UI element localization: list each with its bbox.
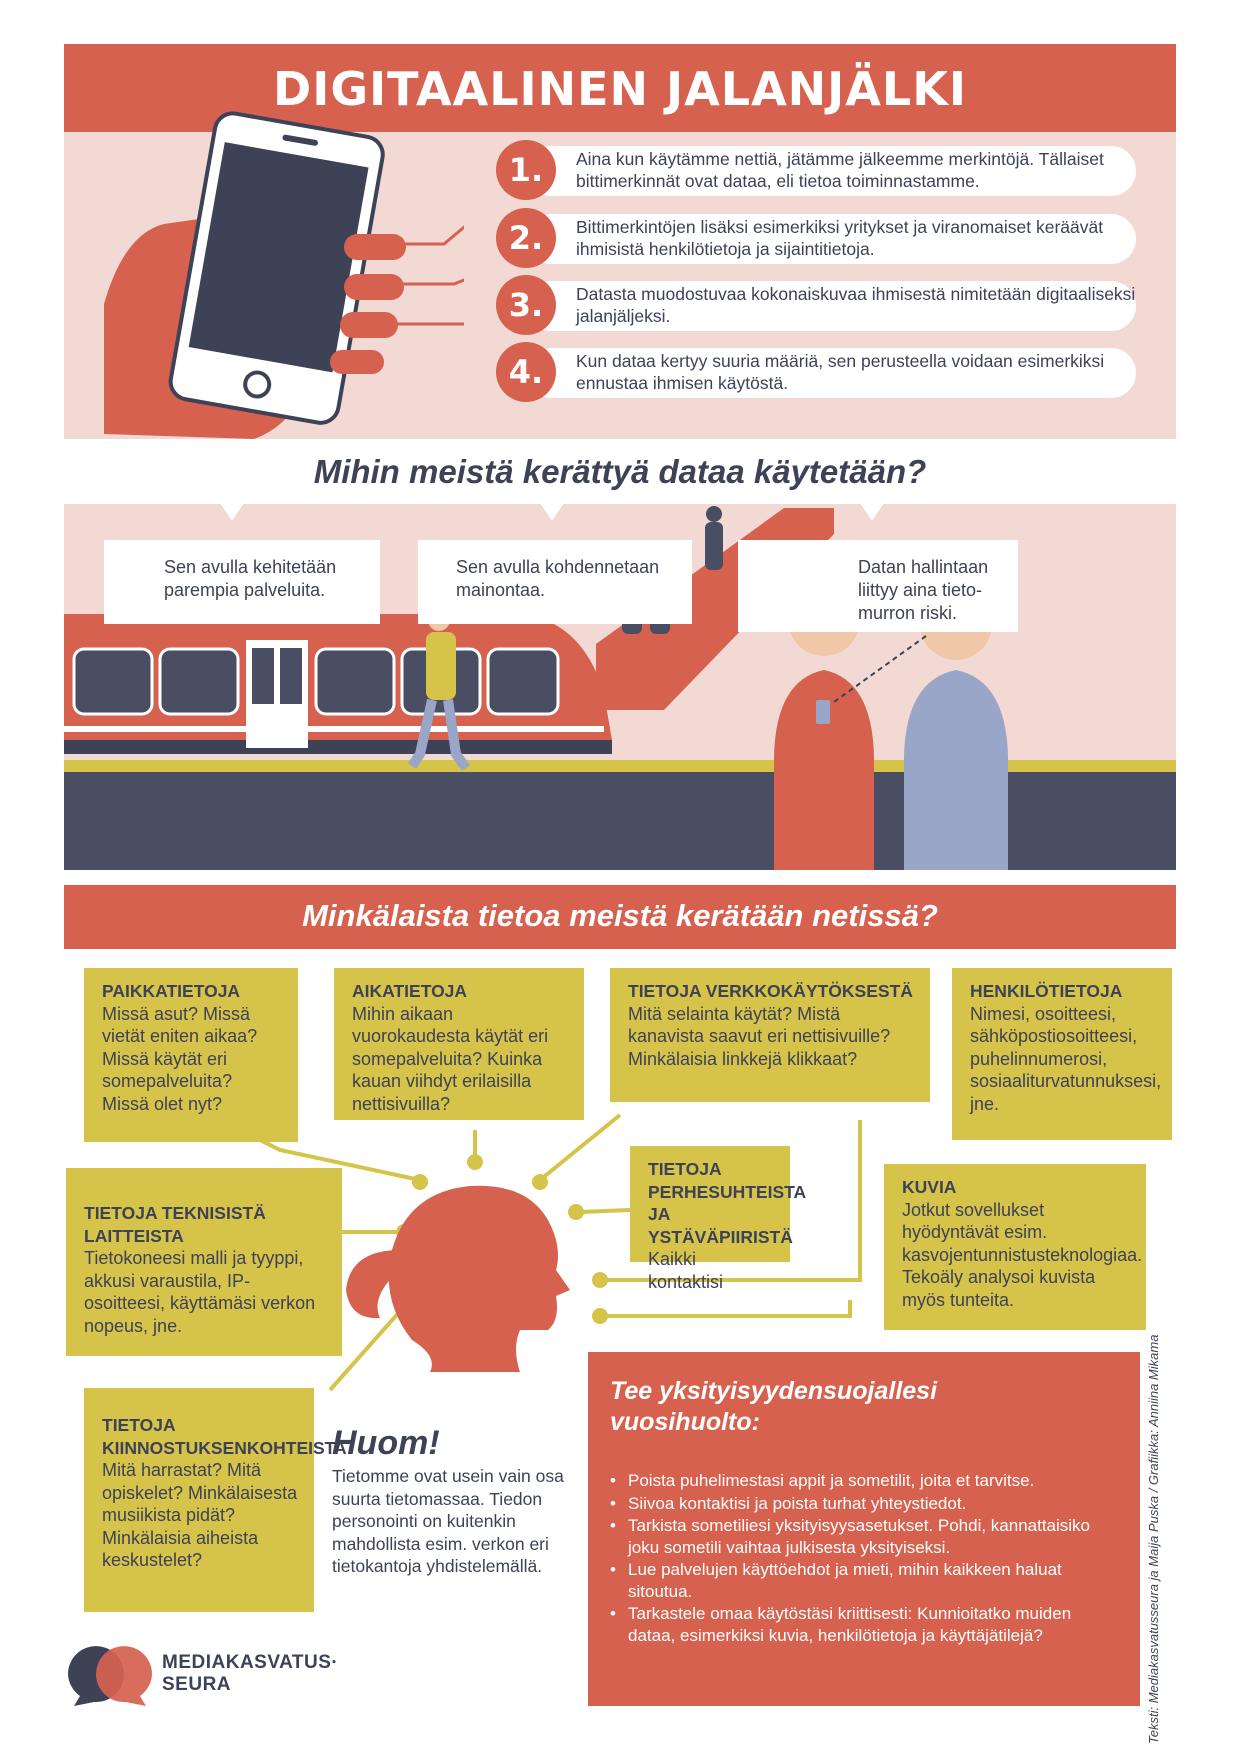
- info-box-body: Mitä selainta käytät? Mistä kanavista saavut eri nettisivuille? Minkälaisia linkkejä klikkaat?: [628, 1003, 891, 1069]
- step-number: 3.: [496, 275, 556, 335]
- info-box-body: Missä asut? Missä vietät eniten aikaa? Missä käytät eri somepalveluita? Missä olet nyt?: [102, 1003, 258, 1114]
- logo-wordmark: [162, 1652, 338, 1696]
- maintenance-list: [610, 1470, 1120, 1647]
- logo-mark-icon: [64, 1640, 156, 1710]
- step-text: Aina kun käytämme nettiä, jätämme jälkeemme merkintöjä. Tällaiset bittimerkinnät ovat dataa, eli tietoa toiminnastamme.: [576, 149, 1104, 191]
- logo: [64, 1640, 384, 1710]
- list-item: • Lue palvelujen käyttöehdot ja mieti, mihin kaikkeen haluat sitoutua.: [610, 1559, 1120, 1602]
- section-heading-data-use: Mihin meistä kerättyä dataa käytetään?: [313, 453, 927, 490]
- step-number: 1.: [496, 140, 556, 200]
- info-box-body: Tietokoneesi malli ja tyyppi, akkusi varaustila, IP-osoitteesi, käyttämäsi verkon nopeus, jne.: [84, 1248, 316, 1336]
- info-box-heading: KUVIA: [902, 1177, 957, 1197]
- info-box-heading: AIKATIETOJA: [352, 981, 468, 1001]
- info-box-images: [884, 1164, 1146, 1330]
- info-box-heading: TIETOJA PERHESUHTEISTA JA YSTÄVÄPIIRISTÄ: [648, 1159, 806, 1247]
- info-box-web-behavior: [610, 968, 930, 1102]
- page-title: DIGITAALINEN JALANJÄLKI: [273, 62, 967, 116]
- list-item: • Siivoa kontaktisi ja poista turhat yhteystiedot.: [610, 1493, 1120, 1515]
- step-text: Datasta muodostuvaa kokonaiskuvaa ihmisestä nimitetään digitaaliseksi jalanjäljeksi.: [576, 284, 1136, 326]
- info-box-heading: HENKILÖTIETOJA: [970, 981, 1123, 1001]
- info-box-location: [84, 968, 298, 1142]
- info-box-body: Kaikki kontaktisi: [648, 1249, 724, 1292]
- note-body: Tietomme ovat usein vain osa suurta tietomassaa. Tiedon personointi on kuitenkin mahdollista esim. verkon eri tietokantoja yhdistelemällä.: [332, 1466, 564, 1576]
- info-box-body: Mitä harrastat? Mitä opiskelet? Minkälaisesta musiikista pidät? Minkälaisia aiheista keskustelet?: [102, 1460, 298, 1570]
- privacy-maintenance-box: [588, 1352, 1140, 1706]
- info-box-heading: TIETOJA KIINNOSTUKSENKOHTEISTA: [102, 1415, 347, 1458]
- info-box-technical: [66, 1168, 342, 1356]
- info-box-family: [630, 1146, 806, 1292]
- step-number: 4.: [496, 342, 556, 402]
- maintenance-title: Tee yksityisyydensuojallesi vuosihuolto:: [610, 1377, 938, 1436]
- info-box-interests: [84, 1388, 347, 1612]
- step-text: Bittimerkintöjen lisäksi esimerkiksi yritykset ja viranomaiset keräävät ihmisistä henkilötietoja ja sijaintitietoja.: [576, 217, 1104, 259]
- step-text: Kun dataa kertyy suuria määriä, sen perusteella voidaan esimerkiksi ennustaa ihmisen käytöstä.: [576, 351, 1105, 393]
- info-box-time: [334, 968, 584, 1120]
- logo-line-1: MEDIAKASVATUS·: [162, 1652, 339, 1673]
- info-box-heading: TIETOJA VERKKOKÄYTÖKSESTÄ: [628, 981, 913, 1001]
- info-box-heading: TIETOJA TEKNISISTÄ LAITTEISTA: [84, 1203, 266, 1246]
- speech-bubble-text: Sen avulla kehitetään parempia palveluita.: [164, 557, 337, 600]
- info-box-body: Mihin aikaan vuorokaudesta käytät eri somepalveluita? Kuinka kauan viihdyt erilaisilla nettisivuilla?: [352, 1003, 549, 1114]
- info-box-heading: PAIKKATIETOJA: [102, 981, 241, 1001]
- info-box-body: Jotkut sovellukset hyödyntävät esim. kasvojentunnistusteknologiaa. Tekoäly analysoi kuvista myös tunteita.: [902, 1199, 1143, 1310]
- info-box-personal: [952, 968, 1172, 1140]
- step-number: 2.: [496, 208, 556, 268]
- list-item: • Tarkista sometiliesi yksityisyysasetukset. Pohdi, kannattaisiko joku sometili vaihtaa julkisesta yksityiseksi.: [610, 1515, 1120, 1558]
- info-box-body: Nimesi, osoitteesi, sähköpostiosoitteesi, puhelinnumerosi, sosiaaliturvatunnuksesi, jne.: [970, 1003, 1162, 1114]
- logo-line-2: SEURA: [162, 1674, 232, 1695]
- section-heading-collected-data: Minkälaista tietoa meistä kerätään netissä?: [302, 898, 938, 933]
- speech-bubble-text: Sen avulla kohdennetaan mainontaa.: [456, 557, 660, 600]
- list-item: • Tarkastele omaa käytöstäsi kriittisesti: Kunnioitatko muiden dataa, esimerkiksi kuvia, henkilötietoja ja käyttäjätilejä?: [610, 1603, 1120, 1646]
- note-title: Huom!: [332, 1424, 440, 1462]
- credits: Teksti: Mediakasvatusseura ja Maija Puska / Grafiikka: Anniina Mikama: [1146, 1334, 1161, 1744]
- list-item: • Poista puhelimestasi appit ja sometilit, joita et tarvitse.: [610, 1470, 1120, 1492]
- speech-bubble-text: Datan hallintaan liittyy aina tieto-murron riski.: [858, 557, 989, 623]
